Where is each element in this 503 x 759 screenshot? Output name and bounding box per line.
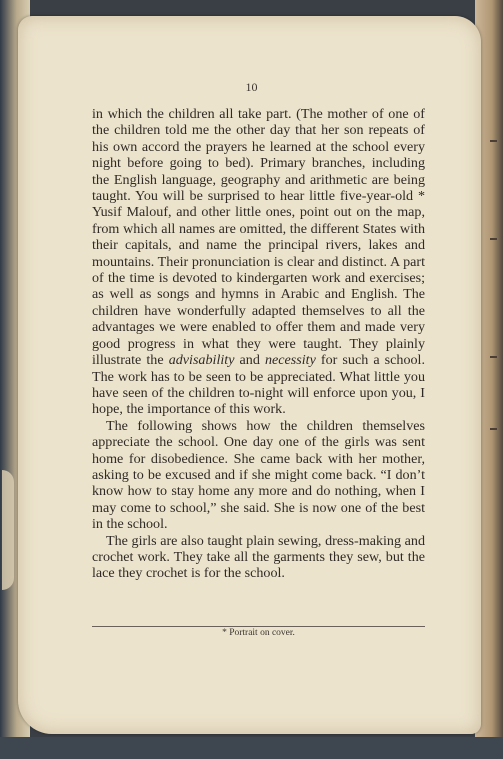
paragraph <box>92 418 425 533</box>
page-number: 10 <box>245 80 258 94</box>
page-body-text <box>92 106 425 582</box>
text-run: The following shows how the children themselves appreciate the school. One day one of the girls was sent home for disobedience. She came back with her mother, asking to be excused and if she might come back. “I don’t know how to stay home any more and do nothing, when I may come to school,” she said. She is now one of the best in the school. <box>92 417 425 533</box>
emphasized-text: necessity <box>264 352 316 369</box>
text-run: The girls are also taught plain sewing, dress-making and crochet work. They take all the garments they sew, but the lace they crochet is for the school. <box>92 532 425 582</box>
page-edge-tab <box>2 470 14 590</box>
book-cover-bottom <box>0 737 503 759</box>
paragraph <box>92 106 425 418</box>
footnote: * Portrait on cover. <box>222 628 295 638</box>
page-edge-mark <box>490 238 497 240</box>
emphasized-text: advisability <box>168 352 235 369</box>
text-run: for such a school. The work has to be seen to be appreciated. What little you have seen of the children to-night will enforce upon you, I hope, the importance of this work. <box>92 352 425 418</box>
paragraph <box>92 533 425 582</box>
page-edge-mark <box>490 140 497 142</box>
text-run: in which the children all take part. (The mother of one of the children told me the other day that her son repeats of his own accord the prayers he learned at the school every night before going to bed). Primary branches, including the English language, geography and arithmetic are being taught. You will be surprised to hear little five-year-old * Yusif Malouf, and other little ones, point out on the map, from which all names are omitted, the different States with their capitals, and name the principal rivers, lakes and mountains. Their pronunciation is clear and distinct. A part of the time is devoted to kindergarten work and exercises; as well as songs and hymns in Arabic and English. The children have wonderfully adapted themselves to all the advantages we were enabled to offer them and made very good progress in what they were taught. They plainly illustrate the <box>92 106 425 369</box>
page-edge-mark <box>490 428 497 430</box>
text-run: and <box>234 352 265 369</box>
page-edge-mark <box>490 356 497 358</box>
footnote-rule <box>92 626 425 627</box>
